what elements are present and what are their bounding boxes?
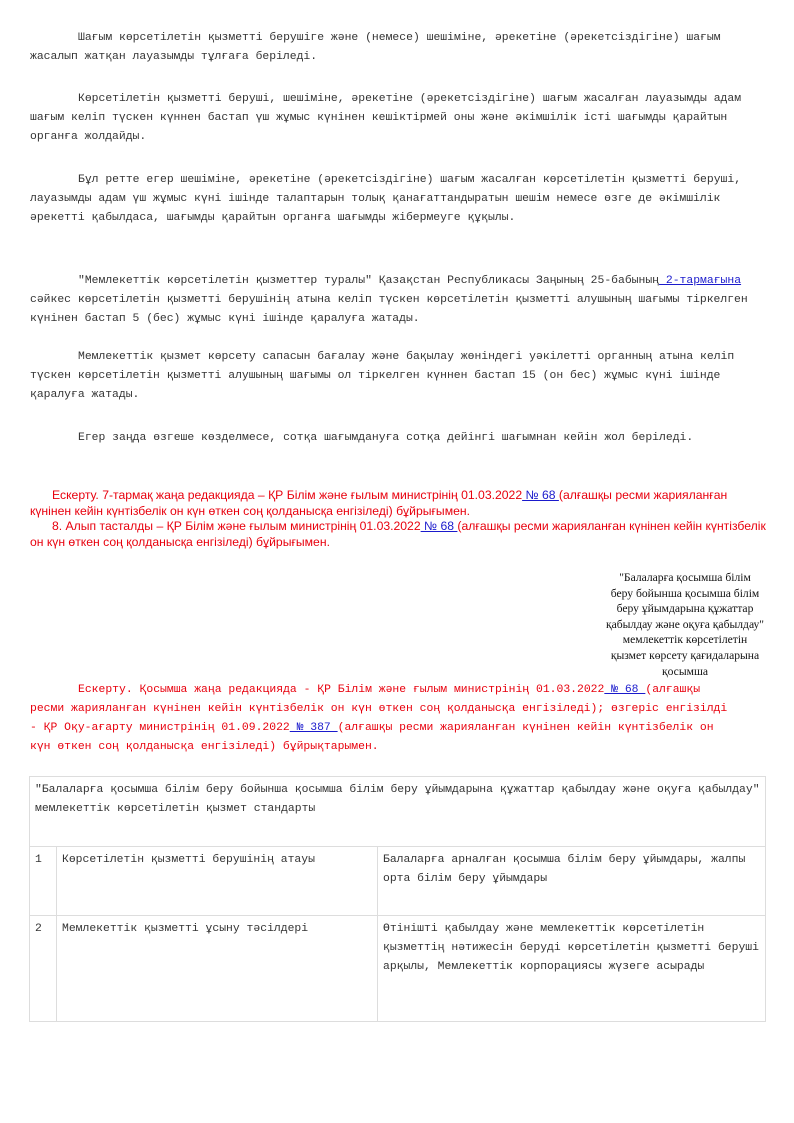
- order-387-link[interactable]: № 387: [289, 722, 338, 734]
- appendix-line: қызмет көрсету қағидаларына: [610, 648, 760, 662]
- appendix-line: "Балаларға қосымша білім: [619, 571, 751, 584]
- row-number: 2: [30, 916, 57, 1022]
- order-68-link[interactable]: № 68: [604, 684, 646, 696]
- paragraph-complaint-satisfaction: Бұл ретте егер шешіміне, әрекетіне (әрекетсіздігіне) шағым жасалған көрсетілетін қызметті беруші, лауазымды адам үш жұмыс күні ішінде талаптарын толық қанағаттандыратын шешім немесе өзге де әкімшілік әрекетті қабылдаса, шағымды қарайтын органға шағымды жібермеуге құқылы.: [30, 174, 742, 224]
- appendix-line: беру ұйымдарына құжаттар: [616, 602, 754, 616]
- note-text: (алғашқы ресми жарияланған күнінен кейін күнтізбелік он күн өткен соң қолданысқа енгізіледі) бұйрығымен.: [30, 488, 728, 518]
- paragraph-complaint-submission: Шағым көрсетілетін қызметті берушіге және (немесе) шешіміне, әрекетіне (әрекетсіздігіне) шағым жасалып жатқан лауазымды тұлғаға беріледі.: [30, 32, 721, 63]
- appendix-heading: [590, 570, 780, 679]
- order-68-link[interactable]: № 68: [420, 519, 458, 533]
- note-text: (алғашқы ресми жарияланған күнінен кейін күнтізбелік он күн өткен соң қолданысқа енгізіледі) бұйрықтарымен.: [30, 722, 714, 753]
- amendment-note-8: [30, 519, 770, 550]
- amendment-notes: [30, 488, 770, 550]
- paragraph-court-appeal: Егер заңда өзгеше көзделмесе, сотқа шағымдануға сотқа дейінгі шағымнан кейін жол беріледі.: [78, 432, 694, 444]
- note-text: Ескерту. 7-тармақ жаңа редакцияда – ҚР Білім және ғылым министрінің 01.03.2022: [52, 488, 523, 502]
- amendment-note-7: [30, 488, 770, 519]
- table-title: "Балаларға қосымша білім беру бойынша қосымша білім беру ұйымдарына құжаттар қабылдау және оқуға қабылдау" мемлекеттік көрсетілетін қызмет стандарты: [30, 777, 766, 847]
- row-value: Балаларға арналған қосымша білім беру ұйымдары, жалпы орта білім беру ұйымдары: [378, 847, 766, 916]
- row-number: 1: [30, 847, 57, 916]
- table-row: [30, 916, 766, 1022]
- row-label: Мемлекеттік қызметті ұсыну тәсілдері: [57, 916, 378, 1022]
- service-standard-table: [29, 776, 766, 1022]
- appendix-line: қосымша: [661, 664, 709, 678]
- note-text: (алғашқы ресми жарияланған күнінен кейін күнтізбелік он күн өткен соң қолданысқа енгізіледі); өзгеріс енгізілді - ҚР Оқу-ағарту министрінің 01.09.2022: [30, 684, 728, 734]
- table-row: [30, 847, 766, 916]
- paragraph-authorized-body-review: Мемлекеттік қызмет көрсету сапасын бағалау және бақылау жөніндегі уәкілетті органның атына келіп түскен көрсетілетін қызметті алушының шағымы ол тіркелген күннен бастап 15 (он бес) жұмыс күні ішінде қаралуға жатады.: [30, 351, 735, 401]
- row-value: Өтінішті қабылдау және мемлекеттік көрсетілетін қызметтің нәтижесін беруді көрсетілетін қызметті беруші арқылы, Мемлекеттік корпорациясы жүзеге асырады: [378, 916, 766, 1022]
- paragraph-complaint-forwarding: Көрсетілетін қызметті беруші, шешіміне, әрекетіне (әрекетсіздігіне) шағым жасалған лауазымды адам шағым келіп түскен күннен бастап үш жұмыс күнінен кешіктірмей оны және әкімшілік істі шағымды қарайтын органға жолдайды.: [30, 93, 742, 143]
- paragraph-complaint-review-period: [30, 272, 760, 329]
- paragraph-text: сәйкес көрсетілетін қызметті берушінің атына келіп түскен көрсетілетін қызметті алушының шағымы тіркелген күнінен бастап 5 (бес) жұмыс күні ішінде қаралуға жатады.: [30, 294, 748, 325]
- appendix-line: қабылдау және оқуға қабылдау": [605, 617, 765, 631]
- paragraph-text: "Мемлекеттік көрсетілетін қызметтер туралы" Қазақстан Республикасы Заңының 25-бабының: [78, 275, 660, 287]
- row-label: Көрсетілетін қызметті берушінің атауы: [57, 847, 378, 916]
- appendix-line: беру бойынша қосымша білім: [610, 586, 760, 600]
- appendix-line: мемлекеттік көрсетілетін: [622, 633, 748, 647]
- appendix-amendment-note: [30, 681, 730, 757]
- table-title-row: [30, 777, 766, 847]
- note-text: Ескерту. Қосымша жаңа редакцияда - ҚР Білім және ғылым министрінің 01.03.2022: [78, 684, 605, 696]
- note-text: (алғашқы ресми жарияланған күнінен кейін күнтізбелік он күн өткен соң қолданысқа енгізіледі) бұйрығымен.: [30, 519, 766, 549]
- law-article-link[interactable]: 2-тармағына: [659, 275, 742, 287]
- note-text: 8. Алып тасталды – ҚР Білім және ғылым министрінің 01.03.2022: [52, 519, 421, 533]
- order-68-link[interactable]: № 68: [522, 488, 559, 502]
